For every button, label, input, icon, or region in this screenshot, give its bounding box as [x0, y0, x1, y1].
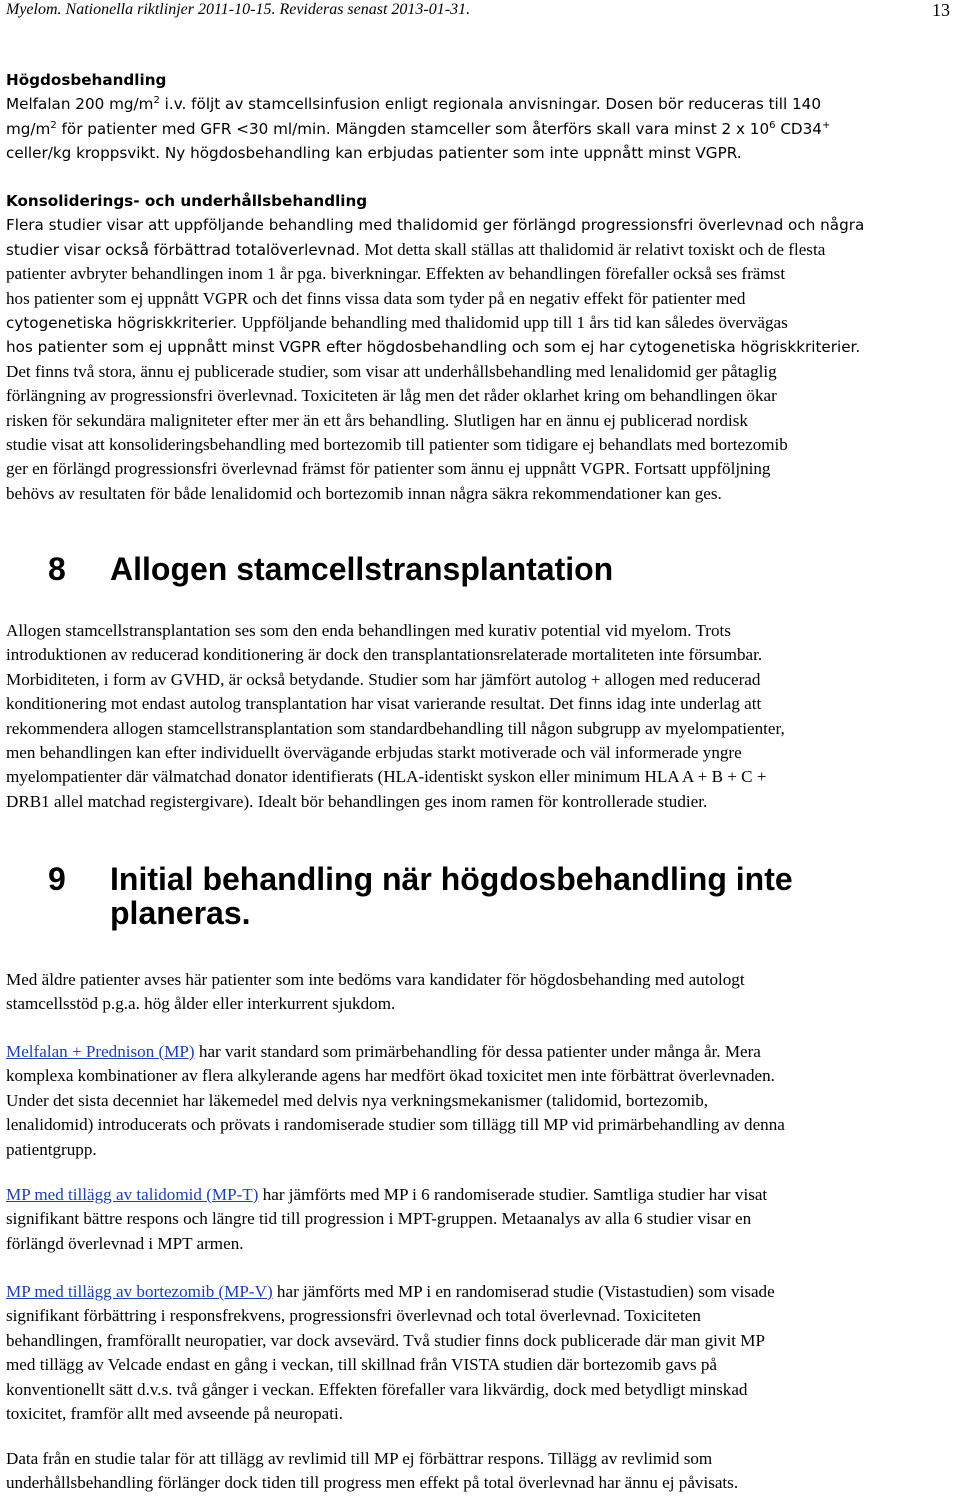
paragraph-line: med tillägg av Velcade endast en gång i veckan, till skillnad från VISTA studien där bortezomib gavs på: [6, 1355, 717, 1375]
paragraph-line: hos patienter som ej uppnått VGPR och det finns vissa data som tyder på en negativ effekt för patienter med: [6, 288, 746, 308]
paragraph-line: underhållsbehandling förlänger dock tiden till progress men effekt på total överlevnad har ännu ej påvisats.: [6, 1473, 739, 1493]
paragraph-line: stamcellsstöd p.g.a. hög ålder eller interkurrent sjukdom.: [6, 994, 396, 1014]
paragraph-line: introduktionen av reducerad konditionering är dock den transplantationsrelaterade mortaliteten inte försumbar.: [6, 645, 763, 665]
section-title: Allogen stamcellstransplantation: [110, 551, 614, 587]
paragraph-line: signifikant förbättring i responsfrekvens, progressionsfri överlevnad och total överlevnad. Toxiciteten: [6, 1306, 701, 1326]
paragraph-line: cytogenetiska högriskkriterier. Uppföljande behandling med thalidomid upp till 1 års tid kan således övervägas: [6, 313, 788, 333]
paragraph-line: risken för sekundära maligniteter efter mer än ett års behandling. Slutligen har en ännu ej publicerad nordisk: [6, 410, 748, 430]
section-9-intro: [6, 968, 958, 1017]
paragraph-line: MP med tillägg av bortezomib (MP-V) har jämförts med MP i en randomiserad studie (Vistastudien) som visade: [6, 1282, 775, 1301]
paragraph-line: konventionellt sätt d.v.s. två gånger i veckan. Effekten förefaller vara likvärdig, dock med betydligt minskad: [6, 1379, 748, 1399]
page-number: 13: [932, 0, 950, 20]
paragraph-line: Med äldre patienter avses här patienter som inte bedöms vara kandidater för högdosbehanding med autologt: [6, 970, 745, 989]
konsol-heading: Konsoliderings- och underhållsbehandling: [6, 192, 368, 210]
mpt-paragraph: [6, 1183, 958, 1256]
paragraph-line: studier visar också förbättrad totalöverlevnad. Mot detta skall ställas att thalidomid är relativt toxiskt och de flesta: [6, 239, 826, 259]
paragraph-line: Under det sista decenniet har läkemedel med delvis nya verkningsmekanismer (talidomid, bortezomib,: [6, 1090, 709, 1110]
paragraph-line: Data från en studie talar för att tillägg av revlimid till MP ej förbättrar respons. Tillägg av revlimid som: [6, 1449, 713, 1468]
paragraph-line: patientgrupp.: [6, 1139, 97, 1159]
paragraph-line: Melfalan + Prednison (MP) har varit standard som primärbehandling för dessa patienter under många år. Mera: [6, 1042, 761, 1061]
mpt-link[interactable]: MP med tillägg av talidomid (MP-T): [6, 1185, 259, 1204]
section-number: 9: [48, 861, 66, 897]
paragraph-line: konditionering mot endast autolog transplantation har visat varierande resultat. Det finns idag inte underlag att: [6, 694, 762, 714]
page-header: [6, 0, 954, 20]
paragraph-line: Morbiditeten, i form av GVHD, är också betydande. Studier som har jämfört autolog + allogen med reducerad: [6, 669, 761, 689]
paragraph-line: förlängd överlevnad i MPT armen.: [6, 1233, 244, 1253]
hogdos-line-1: Melfalan 200 $mg/m^2$ i.v. följt av stamcellsinfusion enligt regionala anvisningar. Dosen bör reduceras till 140: [6, 95, 822, 114]
mp-paragraph: [6, 1040, 958, 1162]
revlimid-paragraph: [6, 1447, 958, 1496]
paragraph-line: signifikant bättre respons och längre tid till progression i MPT-gruppen. Metaanalys av alla 6 studier visar en: [6, 1209, 752, 1229]
hogdos-line-3: celler/kg kroppsvikt. Ny högdosbehandling kan erbjudas patienter som inte uppnått minst VGPR.: [6, 144, 742, 163]
paragraph-line: myelompatienter där välmatchad donator identifierats (HLA-identiskt syskon eller minimum HLA A + B + C +: [6, 767, 767, 787]
section-number: 8: [48, 551, 66, 587]
paragraph-line: komplexa kombinationer av flera alkylerande agens har medfört ökad toxicitet men inte förbättrat överlevnaden.: [6, 1066, 775, 1086]
paragraph-line: studie visat att konsolideringsbehandling med bortezomib till patienter som tidigare ej behandlats med bortezomib: [6, 435, 788, 455]
paragraph-line: behövs av resultaten för både lenalidomid och bortezomib innan några säkra rekommendationer kan ges.: [6, 483, 722, 503]
paragraph-line: patienter avbryter behandlingen inom 1 år pga. biverkningar. Effekten av behandlingen förefaller också ses främst: [6, 264, 786, 284]
paragraph-line: Det finns två stora, ännu ej publicerade studier, som visar att underhållsbehandling med lenalidomid ger påtaglig: [6, 361, 777, 381]
mpv-link[interactable]: MP med tillägg av bortezomib (MP-V): [6, 1282, 273, 1301]
paragraph-line: förlängning av progressionsfri överlevnad. Toxiciteten är låg men det råder oklarhet kring om behandlingen ökar: [6, 386, 777, 406]
section-8-body: [6, 619, 958, 814]
paragraph-line: Allogen stamcellstransplantation ses som den enda behandlingen med kurativ potential vid myelom. Trots: [6, 621, 731, 640]
header-title: Myelom. Nationella riktlinjer 2011-10-15. Revideras senast 2013-01-31.: [6, 1, 471, 18]
paragraph-line: behandlingen, framförallt neuropatier, var dock avsevärd. Två studier finns dock publicerade där man givit MP: [6, 1330, 765, 1350]
paragraph-line: DRB1 allel matchad registergivare). Idealt bör behandlingen ges inom ramen för kontrollerade studier.: [6, 791, 708, 811]
hogdos-heading: Högdosbehandling: [6, 71, 167, 89]
paragraph-line: rekommendera allogen stamcellstransplantation som standardbehandling till någon subgrupp av myelompatienter,: [6, 718, 785, 738]
paragraph-line: ger en förlängd progressionsfri överlevnad främst för patienter som ännu ej uppnått VGPR. Fortsatt uppföljning: [6, 459, 771, 479]
paragraph-line: hos patienter som ej uppnått minst VGPR efter högdosbehandling och som ej har cytogenetiska högriskkriterier.: [6, 338, 861, 357]
paragraph-line: Flera studier visar att uppföljande behandling med thalidomid ger förlängd progressionsfri överlevnad och några: [6, 216, 865, 235]
paragraph-line: MP med tillägg av talidomid (MP-T) har jämförts med MP i 6 randomiserade studier. Samtliga studier har visat: [6, 1185, 768, 1204]
paragraph-line: toxicitet, framför allt med avseende på neuropati.: [6, 1404, 343, 1424]
hogdos-section: [6, 68, 958, 166]
paragraph-line: men behandlingen kan efter individuellt övervägande erbjudas starkt motiverade och väl informerade yngre: [6, 743, 742, 763]
mpv-paragraph: [6, 1280, 958, 1426]
konsol-section: [6, 189, 958, 506]
mp-link[interactable]: Melfalan + Prednison (MP): [6, 1042, 195, 1061]
paragraph-line: lenalidomid) introducerats och prövats i randomiserade studier som tillägg till MP vid primärbehandling av denna: [6, 1115, 785, 1135]
hogdos-line-2: $mg/m^2$ för patienter med GFR <30 ml/min. Mängden stamceller som återförs skall vara minst 2 x $10^6$ CD34+: [6, 119, 831, 138]
section-title: Initial behandling när högdosbehandling inte planeras.: [110, 861, 793, 931]
